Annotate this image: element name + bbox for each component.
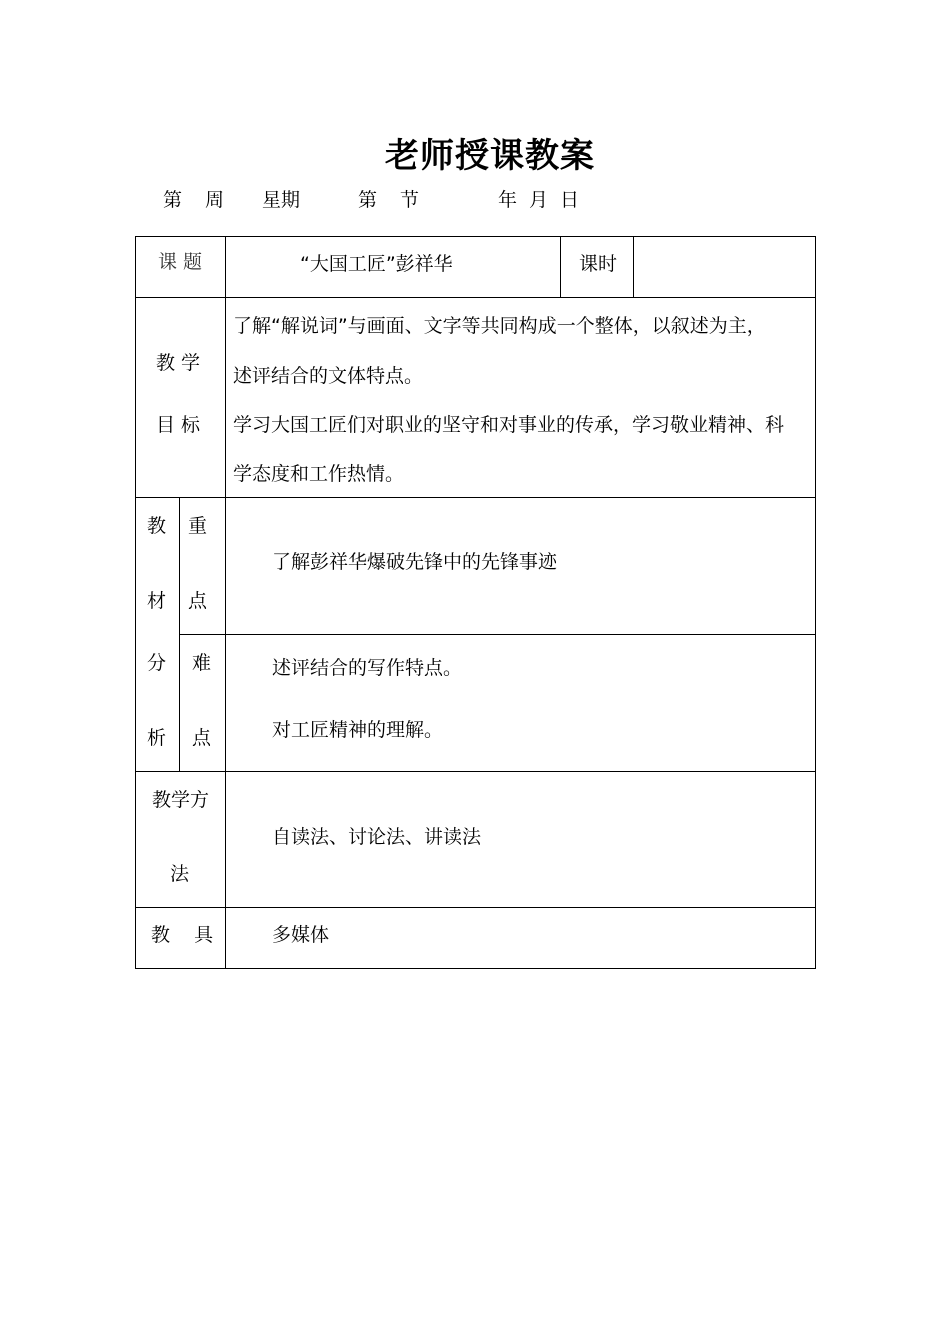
- dateline-di-week: 第: [163, 189, 183, 211]
- table-rule-after-objectives: [135, 497, 816, 498]
- dateline-ri: 日: [560, 189, 580, 211]
- table-rule-after-topic: [135, 297, 816, 298]
- key-point-label-char-1: 重: [188, 515, 208, 537]
- dateline-yue: 月: [529, 189, 549, 211]
- analysis-label-char-1: 教: [147, 515, 167, 537]
- method-label-line2: 法: [170, 863, 190, 885]
- table-rule-after-analysis: [135, 771, 816, 772]
- topic-label: 课 题: [158, 251, 203, 273]
- objectives-label-line1: 教 学: [156, 352, 201, 374]
- difficult-point-label-char-1: 难: [192, 652, 212, 674]
- analysis-label-char-4: 析: [147, 727, 167, 749]
- method-value: 自读法、讨论法、讲读法: [272, 826, 482, 848]
- table-analysis-subdivider: [179, 497, 180, 772]
- tools-value: 多媒体: [272, 924, 330, 946]
- analysis-label-char-3: 分: [147, 652, 167, 674]
- difficult-point-line-2: 对工匠精神的理解。: [272, 719, 444, 741]
- difficult-point-label-char-2: 点: [192, 727, 212, 749]
- difficult-point-line-1: 述评结合的写作特点。: [272, 657, 463, 679]
- dateline-nian: 年: [498, 189, 518, 211]
- analysis-label-char-2: 材: [147, 590, 167, 612]
- page-title: 老师授课教案: [385, 136, 595, 176]
- topic-value: “大国工匠”彭祥华: [300, 253, 453, 275]
- table-border-top: [135, 236, 816, 237]
- table-border-left: [135, 236, 136, 969]
- dateline-zhou: 周: [205, 189, 225, 211]
- key-point-value: 了解彭祥华爆破先锋中的先锋事迹: [272, 551, 558, 573]
- table-label-divider: [225, 236, 226, 969]
- key-point-label-char-2: 点: [188, 590, 208, 612]
- table-rule-after-key: [179, 634, 816, 635]
- tools-label: 教 具: [151, 924, 214, 946]
- objectives-line-1: 了解“解说词”与画面、文字等共同构成一个整体，以叙述为主，: [233, 315, 766, 337]
- dateline-xingqi: 星期: [262, 189, 301, 211]
- objectives-line-3: 学习大国工匠们对职业的坚守和对事业的传承，学习敬业精神、科: [233, 414, 785, 436]
- table-border-right: [815, 236, 816, 969]
- objectives-line-2: 述评结合的文体特点。: [233, 365, 424, 387]
- dateline-jie: 节: [400, 189, 420, 211]
- hours-label: 课时: [579, 253, 618, 275]
- table-rule-after-method: [135, 907, 816, 908]
- objectives-line-4: 学态度和工作热情。: [233, 463, 405, 485]
- table-border-bottom: [135, 968, 816, 969]
- table-hours-divider-right: [633, 236, 634, 298]
- dateline-di-section: 第: [358, 189, 378, 211]
- objectives-label-line2: 目 标: [156, 414, 201, 436]
- table-hours-divider-left: [560, 236, 561, 298]
- method-label-line1: 教学方: [152, 789, 210, 811]
